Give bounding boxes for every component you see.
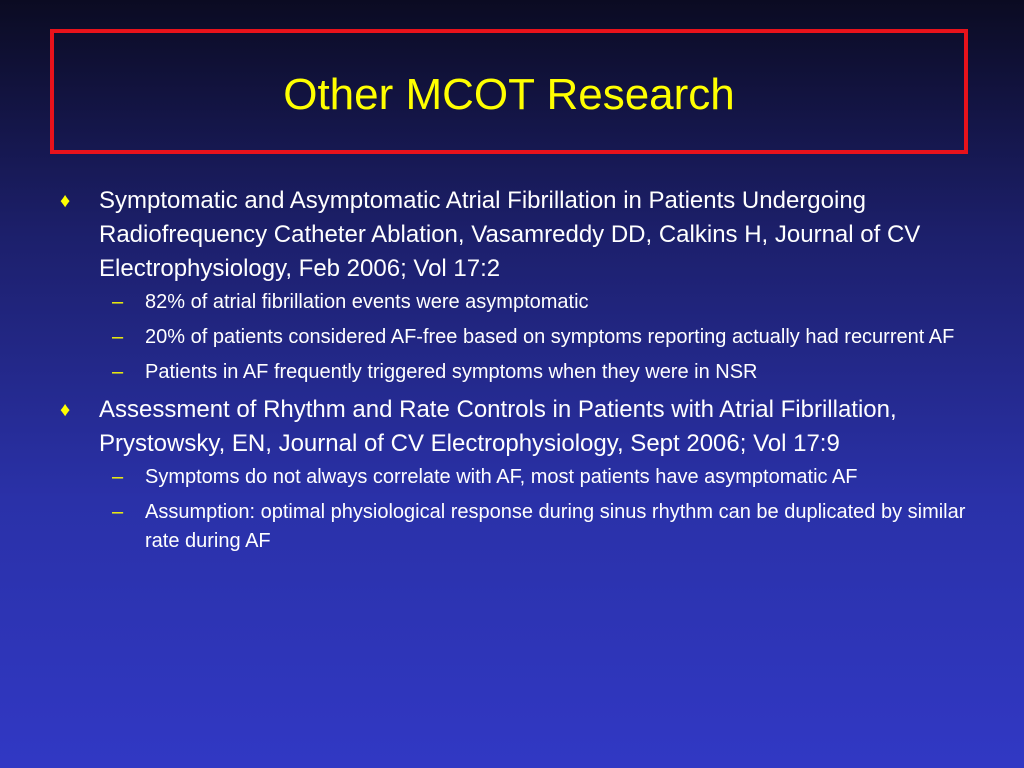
bullet-item-1-text: Symptomatic and Asymptomatic Atrial Fibrillation in Patients Undergoing Radiofrequency Catheter Ablation, Vasamreddy DD, Calkins H, Journal of CV Electrophysiology, Feb 2006; Vol 17:2 — [99, 187, 921, 282]
dash-bullet-icon: – — [112, 361, 124, 383]
sub-item-1-3 — [60, 358, 980, 387]
sub-item-1-2 — [60, 323, 980, 352]
bullet-item-2-text: Assessment of Rhythm and Rate Controls in Patients with Atrial Fibrillation, Prystowsky, EN, Journal of CV Electrophysiology, Sept 2006; Vol 17:9 — [99, 396, 897, 457]
sub-item-2-2-text: Assumption: optimal physiological response during sinus rhythm can be duplicated by similar rate during AF — [145, 501, 966, 552]
sub-item-1-1-text: 82% of atrial fibrillation events were asymptomatic — [145, 291, 589, 313]
bullet-item-2 — [60, 393, 980, 461]
sub-item-1-3-text: Patients in AF frequently triggered symptoms when they were in NSR — [145, 361, 758, 383]
title-box — [50, 29, 968, 154]
slide-title: Other MCOT Research — [283, 69, 735, 119]
dash-bullet-icon: – — [112, 291, 124, 313]
sub-item-2-1-text: Symptoms do not always correlate with AF, most patients have asymptomatic AF — [145, 466, 858, 488]
diamond-bullet-icon: ♦ — [60, 399, 71, 421]
sub-item-2-1 — [60, 463, 980, 492]
sub-item-2-2 — [60, 498, 980, 556]
sub-item-1-2-text: 20% of patients considered AF-free based on symptoms reporting actually had recurrent AF — [145, 326, 955, 348]
slide-content — [60, 184, 980, 562]
bullet-item-1 — [60, 184, 980, 286]
dash-bullet-icon: – — [112, 501, 124, 523]
dash-bullet-icon: – — [112, 466, 124, 488]
sub-item-1-1 — [60, 288, 980, 317]
dash-bullet-icon: – — [112, 326, 124, 348]
diamond-bullet-icon: ♦ — [60, 190, 71, 212]
